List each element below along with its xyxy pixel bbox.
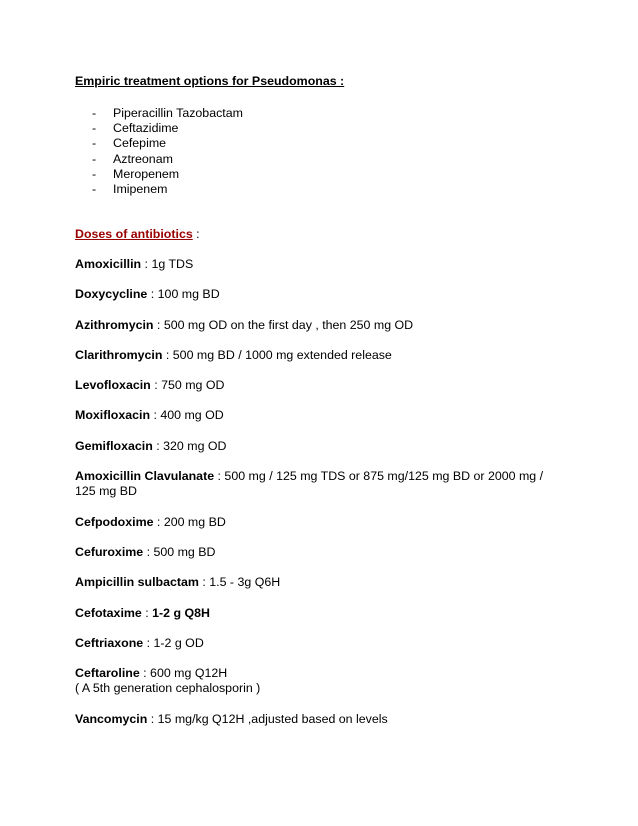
drug-entry-cefotaxime xyxy=(75,606,565,621)
drug-dose: 500 mg OD on the first day , then 250 mg OD xyxy=(163,318,414,332)
drug-separator: : xyxy=(147,712,158,726)
drug-separator: : xyxy=(150,408,161,422)
drug-entry-clarithromycin xyxy=(75,348,565,363)
drug-separator: : xyxy=(152,439,164,453)
option-label: Ceftazidime xyxy=(113,121,179,136)
drug-name: Amoxicillin xyxy=(75,257,142,271)
drug-separator: : xyxy=(139,666,151,680)
drug-entry-ceftaroline xyxy=(75,666,565,697)
drug-entry-levofloxacin xyxy=(75,378,565,393)
bullet-dash: - xyxy=(92,121,97,136)
option-label: Meropenem xyxy=(113,166,180,181)
drug-dose: 320 mg OD xyxy=(163,439,227,453)
bullet-dash: - xyxy=(92,181,97,196)
drug-entry-ceftriaxone xyxy=(75,636,565,651)
drug-separator: : xyxy=(143,636,154,650)
drug-name: Cefotaxime xyxy=(75,606,142,620)
drug-name: Ampicillin sulbactam xyxy=(75,575,199,589)
drug-entry-moxifloxacin xyxy=(75,408,565,423)
bullet-dash: - xyxy=(92,106,97,120)
doses-suffix: : xyxy=(192,227,200,241)
drug-separator: : xyxy=(162,348,173,362)
drug-name: Ceftaroline xyxy=(75,666,140,680)
drug-entry-ampicillin-sulbactam xyxy=(75,575,565,590)
drug-separator: : xyxy=(198,575,210,589)
drug-dose: 1-2 g Q8H xyxy=(152,606,210,620)
drug-separator: : xyxy=(214,469,225,483)
drug-dose: 15 mg/kg Q12H ,adjusted based on levels xyxy=(157,712,388,726)
drug-dose: 100 mg BD xyxy=(157,287,220,301)
drug-entry-vancomycin xyxy=(75,712,565,727)
drug-name: Doxycycline xyxy=(75,287,148,301)
drug-dose: 500 mg / 125 mg TDS or 875 mg/125 mg BD or 2000 mg / 125 mg BD xyxy=(75,469,544,499)
drug-separator: : xyxy=(153,318,164,332)
drug-entry-azithromycin xyxy=(75,318,565,333)
drug-entry-cefpodoxime xyxy=(75,515,565,530)
drug-note: ( A 5th generation cephalosporin ) xyxy=(75,681,261,696)
doses-title: Doses of antibiotics xyxy=(75,227,193,241)
drug-dose: 750 mg OD xyxy=(161,378,225,392)
drug-name: Vancomycin xyxy=(75,712,148,726)
drug-name: Levofloxacin xyxy=(75,378,151,392)
drug-entry-cefuroxime xyxy=(75,545,565,560)
drug-dose: 500 mg BD / 1000 mg extended release xyxy=(172,348,392,362)
list-item xyxy=(92,106,243,121)
drug-separator: : xyxy=(141,606,153,620)
drug-dose: 200 mg BD xyxy=(163,515,226,529)
drug-name: Ceftriaxone xyxy=(75,636,144,650)
list-item xyxy=(92,152,243,167)
drug-dose: 1-2 g OD xyxy=(153,636,204,650)
drug-separator: : xyxy=(150,378,162,392)
drug-dose: 500 mg BD xyxy=(153,545,216,559)
option-label: Imipenem xyxy=(113,181,168,196)
list-item xyxy=(92,167,243,182)
drug-name: Moxifloxacin xyxy=(75,408,151,422)
bullet-dash: - xyxy=(92,136,97,151)
list-item xyxy=(92,121,243,136)
pseudomonas-heading: Empiric treatment options for Pseudomonas : xyxy=(75,74,345,88)
doses-heading xyxy=(75,227,200,241)
drug-dose: 400 mg OD xyxy=(160,408,224,422)
drug-separator: : xyxy=(153,515,164,529)
bullet-dash: - xyxy=(92,166,97,181)
drug-dose: 1g TDS xyxy=(151,257,194,271)
drug-entry-amoxicillin-clavulanate xyxy=(75,469,565,500)
option-label: Cefepime xyxy=(113,136,167,151)
drug-name: Amoxicillin Clavulanate xyxy=(75,469,215,483)
drug-separator: : xyxy=(147,287,158,301)
pseudomonas-options-list xyxy=(92,106,243,197)
drug-separator: : xyxy=(143,545,154,559)
drug-separator: : xyxy=(141,257,152,271)
drug-entry-amoxicillin xyxy=(75,257,565,272)
bullet-dash: - xyxy=(92,151,97,166)
option-label: Piperacillin Tazobactam xyxy=(113,106,243,120)
drug-name: Cefuroxime xyxy=(75,545,144,559)
drug-name: Cefpodoxime xyxy=(75,515,154,529)
drug-entry-gemifloxacin xyxy=(75,439,565,454)
drug-dose: 1.5 - 3g Q6H xyxy=(209,575,281,589)
option-label: Aztreonam xyxy=(113,151,173,166)
drug-dose: 600 mg Q12H xyxy=(150,666,228,680)
list-item xyxy=(92,136,243,151)
drug-name: Azithromycin xyxy=(75,318,154,332)
drug-entry-doxycycline xyxy=(75,287,565,302)
drug-name: Clarithromycin xyxy=(75,348,163,362)
drug-name: Gemifloxacin xyxy=(75,439,153,453)
list-item xyxy=(92,182,243,197)
